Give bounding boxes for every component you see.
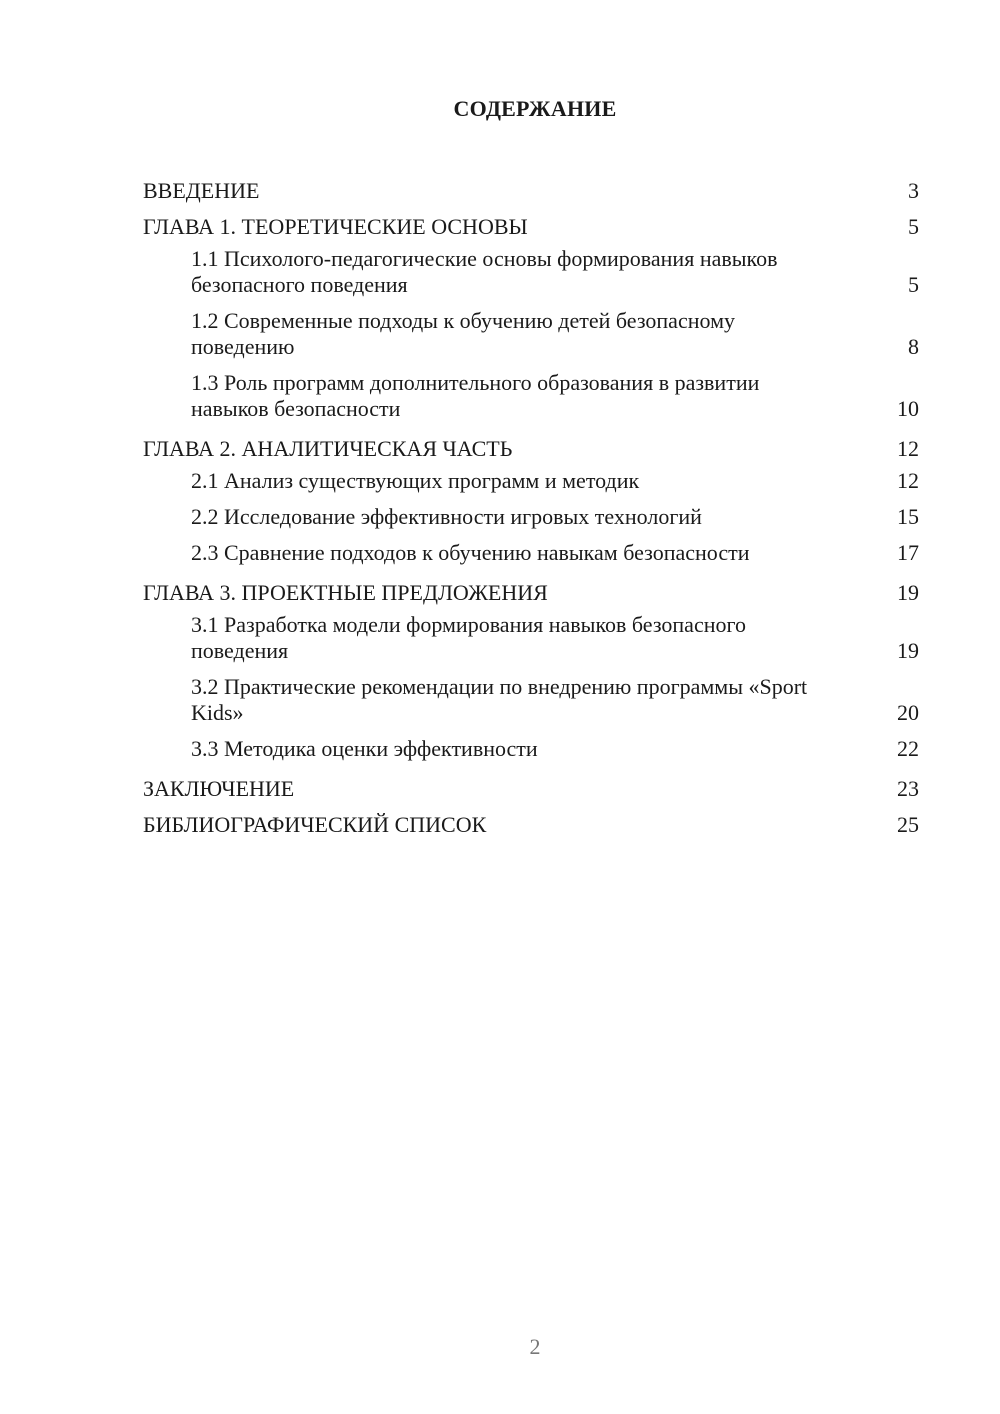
toc-subentry-page: 5 <box>908 272 919 297</box>
toc-subentry-page: 19 <box>897 638 919 663</box>
toc-subentry-page: 10 <box>897 396 919 421</box>
toc-subentry <box>143 364 919 426</box>
toc-subentry <box>143 606 919 668</box>
toc-entry-label: БИБЛИОГРАФИЧЕСКИЙ СПИСОК <box>143 812 487 837</box>
toc-entry-label: ЗАКЛЮЧЕНИЕ <box>143 776 295 801</box>
toc-subentry <box>143 302 919 364</box>
toc-entry <box>143 426 919 462</box>
toc-subentry-page: 20 <box>897 700 919 725</box>
toc-subentry-page: 22 <box>897 736 919 761</box>
toc-entry <box>143 802 919 838</box>
toc-subentry <box>143 668 919 730</box>
toc-entry-label: ВВЕДЕНИЕ <box>143 178 260 203</box>
toc-subentry-label: 1.3 Роль программ дополнительного образования в развитии навыков безопасности <box>191 370 760 421</box>
toc-entry <box>143 204 919 240</box>
toc-entry-label: ГЛАВА 1. ТЕОРЕТИЧЕСКИЕ ОСНОВЫ <box>143 214 528 239</box>
toc-subentry-label: 2.3 Сравнение подходов к обучению навыкам безопасности <box>191 540 750 565</box>
toc-subentry-label: 1.1 Психолого-педагогические основы формирования навыков безопасного поведения <box>191 246 778 297</box>
toc-subentry <box>143 240 919 302</box>
toc-entry <box>143 570 919 606</box>
toc-subentry-page: 8 <box>908 334 919 359</box>
toc-subentry <box>143 498 919 534</box>
toc-subentry-page: 12 <box>897 468 919 493</box>
toc-subentry-page: 15 <box>897 504 919 529</box>
toc-entry-page: 3 <box>908 178 919 203</box>
toc-entry-page: 23 <box>897 776 919 801</box>
toc-subentry-page: 17 <box>897 540 919 565</box>
toc-subentry-label: 3.2 Практические рекомендации по внедрению программы «Sport Kids» <box>191 674 808 725</box>
toc-subentry <box>143 462 919 498</box>
toc-entry-label: ГЛАВА 2. АНАЛИТИЧЕСКАЯ ЧАСТЬ <box>143 436 513 461</box>
toc-entry-page: 25 <box>897 812 919 837</box>
page-number: 2 <box>529 1334 541 1359</box>
toc-subentry-label: 3.1 Разработка модели формирования навыков безопасного поведения <box>191 612 746 663</box>
toc-entry-label: ГЛАВА 3. ПРОЕКТНЫЕ ПРЕДЛОЖЕНИЯ <box>143 580 548 605</box>
toc-entry-page: 19 <box>897 580 919 605</box>
toc-subentry <box>143 534 919 570</box>
toc-subentry-label: 1.2 Современные подходы к обучению детей безопасному поведению <box>191 308 735 359</box>
toc-entry-page: 12 <box>897 436 919 461</box>
toc-entry <box>143 168 919 204</box>
page-title: СОДЕРЖАНИЕ <box>453 96 617 121</box>
toc-subentry-label: 2.1 Анализ существующих программ и методик <box>191 468 640 493</box>
toc-entry <box>143 766 919 802</box>
toc-subentry-label: 3.3 Методика оценки эффективности <box>191 736 538 761</box>
toc-entry-page: 5 <box>908 214 919 239</box>
toc-subentry <box>143 730 919 766</box>
toc-subentry-label: 2.2 Исследование эффективности игровых технологий <box>191 504 702 529</box>
table-of-contents <box>143 168 919 838</box>
